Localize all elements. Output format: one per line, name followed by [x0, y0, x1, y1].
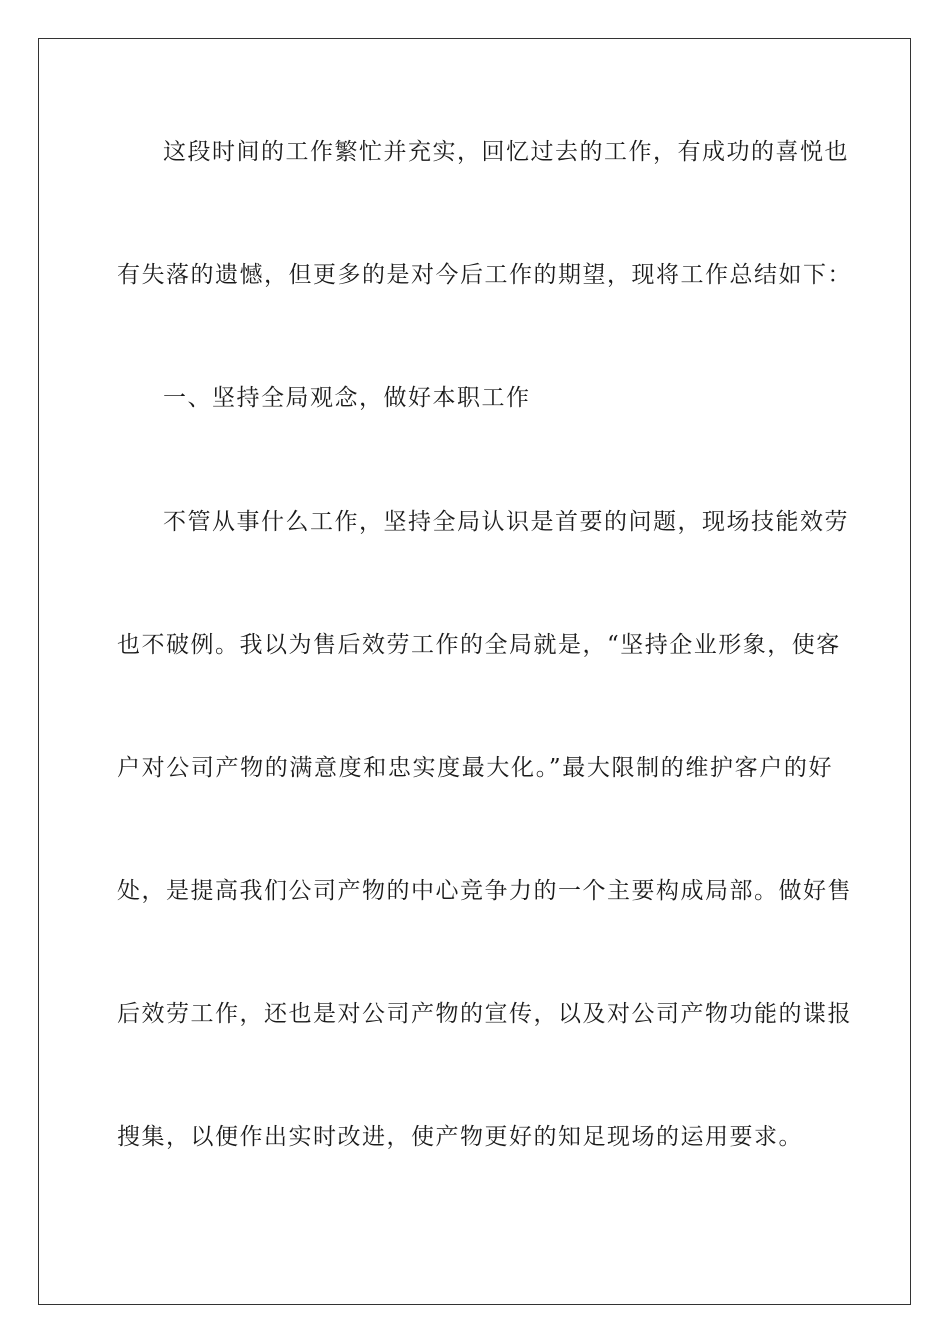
paragraph-2-line-2: 也不破例。我以为售后效劳工作的全局就是，“坚持企业形象，使客 [117, 632, 841, 658]
paragraph-2-line-4: 处，是提高我们公司产物的中心竞争力的一个主要构成局部。做好售 [117, 878, 852, 904]
section-heading: 一、坚持全局观念，做好本职工作 [163, 385, 531, 411]
paragraph-2-line-6: 搜集，以便作出实时改进，使产物更好的知足现场的运用要求。 [117, 1124, 803, 1150]
page-border [38, 38, 911, 1305]
paragraph-1-line-1: 这段时间的工作繁忙并充实，回忆过去的工作，有成功的喜悦也 [163, 139, 849, 165]
paragraph-2-line-5: 后效劳工作，还也是对公司产物的宣传，以及对公司产物功能的谍报 [117, 1001, 852, 1027]
paragraph-2-line-3: 户对公司产物的满意度和忠实度最大化。”最大限制的维护客户的好 [117, 755, 833, 781]
paragraph-1-line-2: 有失落的遗憾，但更多的是对今后工作的期望，现将工作总结如下： [117, 262, 852, 288]
paragraph-2-line-1: 不管从事什么工作，坚持全局认识是首要的问题，现场技能效劳 [163, 509, 849, 535]
